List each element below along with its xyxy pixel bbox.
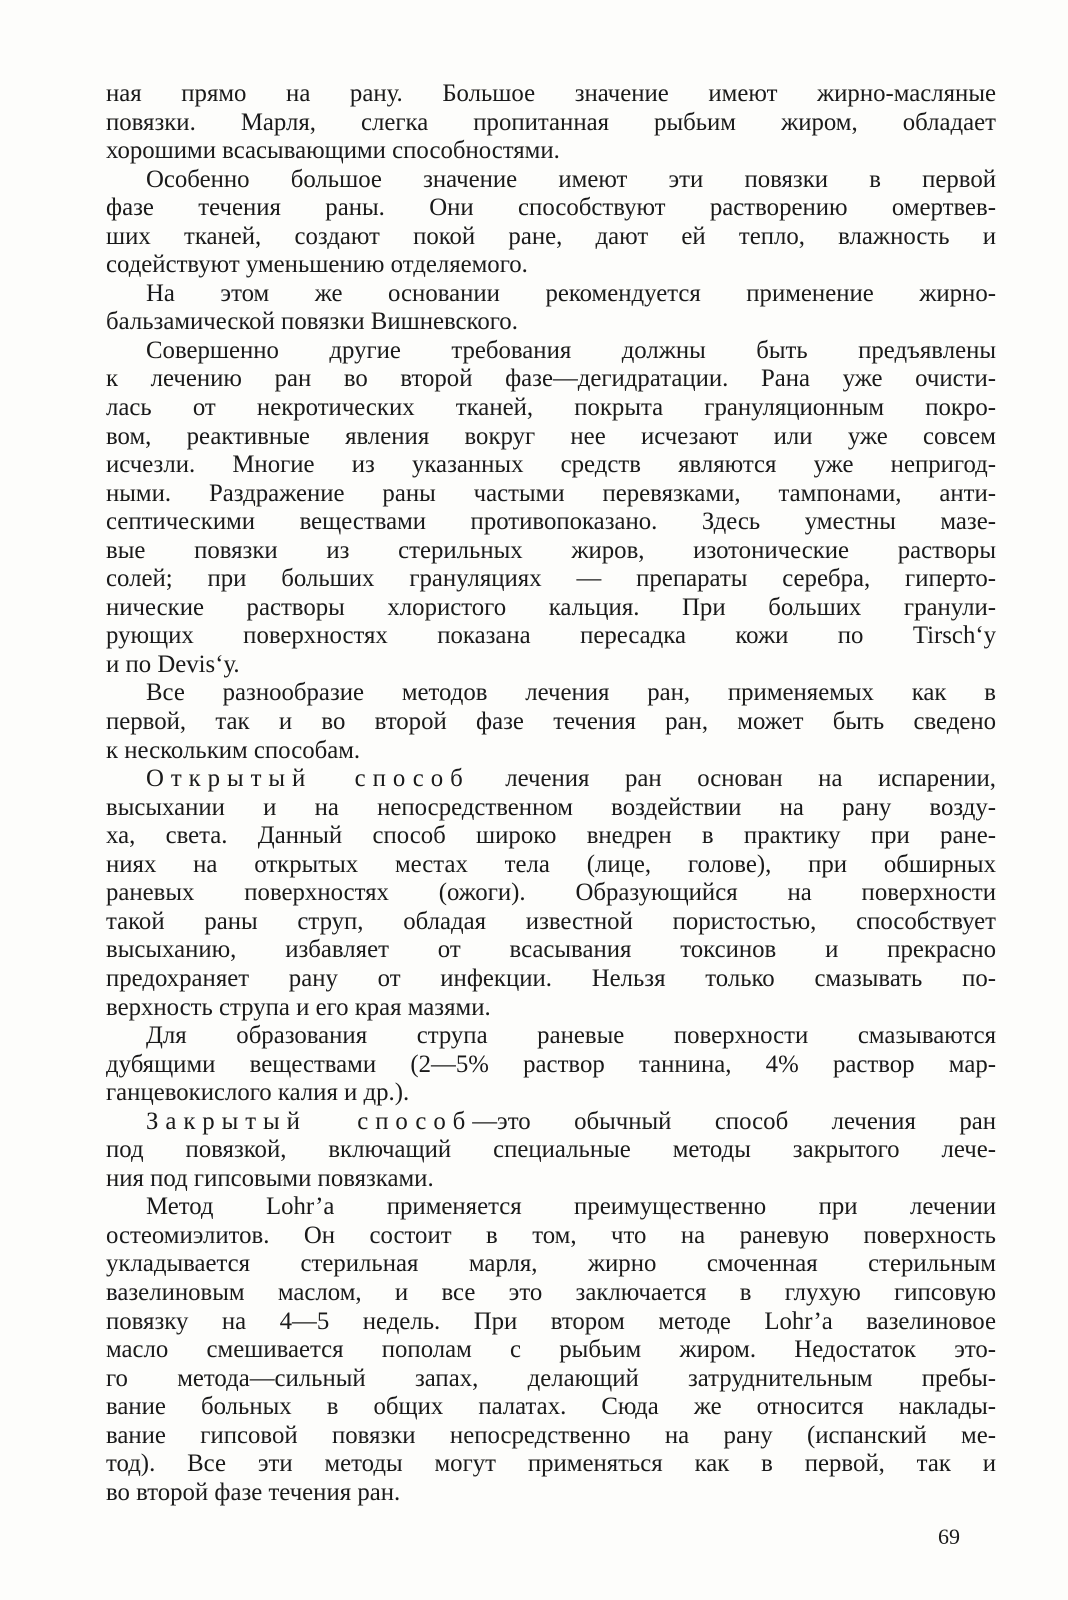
- line-text: Все разнообразие методов лечения ран, применяемых как в: [146, 679, 996, 707]
- text-line: [106, 765, 996, 794]
- line-text: повязки. Марля, слегка пропитанная рыбьим жиром, обладает: [106, 108, 996, 136]
- line-text: —это обычный способ лечения ран: [472, 1107, 996, 1135]
- line-text: Совершенно другие требования должны быть предъявлены: [146, 336, 996, 364]
- line-text: солей; при больших грануляциях — препараты серебра, гиперто-: [106, 565, 996, 593]
- text-line: [106, 166, 996, 195]
- text-line: [106, 708, 996, 737]
- line-text: высыхании и на непосредственном воздействии на рану возду-: [106, 793, 996, 821]
- line-text: лечения ран основан на испарении,: [469, 765, 996, 793]
- text-line: [106, 651, 996, 680]
- line-text: вание гипсовой повязки непосредственно на рану (испанский ме-: [106, 1421, 996, 1449]
- text-line: [106, 965, 996, 994]
- text-line: [106, 1193, 996, 1222]
- text-line: [106, 1479, 996, 1508]
- line-text: ная прямо на рану. Большое значение имеют жирно-масляные: [106, 80, 996, 107]
- line-text: бальзамической повязки Вишневского.: [106, 308, 518, 336]
- line-text: раневых поверхностях (ожоги). Образующийся на поверхности: [106, 879, 996, 907]
- text-line: [106, 280, 996, 309]
- text-line: [106, 394, 996, 423]
- text-line: [106, 936, 996, 965]
- text-body: [106, 80, 996, 1507]
- line-text: верхность струпа и его края мазями.: [106, 993, 491, 1021]
- line-text: вом, реактивные явления вокруг нее исчезают или уже совсем: [106, 422, 996, 450]
- text-line: [106, 1422, 996, 1451]
- text-line: [106, 480, 996, 509]
- text-line: [106, 223, 996, 252]
- text-line: [106, 1222, 996, 1251]
- text-line: [106, 1250, 996, 1279]
- line-text: остеомиэлитов. Он состоит в том, что на раневую поверхность: [106, 1221, 996, 1249]
- text-line: [106, 1079, 996, 1108]
- text-line: [106, 1108, 996, 1137]
- text-line: [106, 537, 996, 566]
- line-text: во второй фазе течения ран.: [106, 1478, 401, 1506]
- line-text: септическими веществами противопоказано. Здесь уместны мазе-: [106, 508, 996, 536]
- line-text: предохраняет рану от инфекции. Нельзя только смазывать по-: [106, 964, 996, 992]
- text-line: [106, 1051, 996, 1080]
- line-text: высыханию, избавляет от всасывания токсинов и прекрасно: [106, 936, 996, 964]
- line-text: ния под гипсовыми повязками.: [106, 1164, 434, 1192]
- text-line: [106, 622, 996, 651]
- text-line: [106, 137, 996, 166]
- text-line: [106, 308, 996, 337]
- line-text: укладывается стерильная марля, жирно смоченная стерильным: [106, 1250, 996, 1278]
- spaced-term: Закрытый способ: [146, 1107, 473, 1135]
- line-text: ганцевокислого калия и др.).: [106, 1079, 410, 1107]
- text-line: [106, 1308, 996, 1337]
- line-text: Для образования струпа раневые поверхности смазываются: [146, 1022, 996, 1050]
- line-text: повязку на 4—5 недель. При втором методе Lohr’a вазелиновое: [106, 1307, 996, 1335]
- text-line: [106, 908, 996, 937]
- page-number: 69: [938, 1524, 960, 1549]
- line-text: дубящими веществами (2—5% раствор таннина, 4% раствор мар-: [106, 1050, 996, 1078]
- text-line: [106, 822, 996, 851]
- line-text: вые повязки из стерильных жиров, изотонические растворы: [106, 536, 996, 564]
- line-text: к нескольким способам.: [106, 736, 361, 764]
- line-text: и по Devis‘у.: [106, 650, 240, 678]
- line-text: хорошими всасывающими способностями.: [106, 137, 560, 165]
- line-text: На этом же основании рекомендуется применение жирно-: [146, 279, 996, 307]
- line-text: рующих поверхностях показана пересадка кожи по Tirsch‘у: [106, 622, 996, 650]
- line-text: ниях на открытых местах тела (лице, голове), при обширных: [106, 850, 996, 878]
- text-line: [106, 594, 996, 623]
- text-line: [106, 1022, 996, 1051]
- text-line: [106, 994, 996, 1023]
- line-text: первой, так и во второй фазе течения ран, может быть сведено: [106, 708, 996, 736]
- line-text: ших тканей, создают покой ране, дают ей тепло, влажность и: [106, 222, 996, 250]
- text-line: [106, 365, 996, 394]
- text-line: [106, 1136, 996, 1165]
- line-text: лась от некротических тканей, покрыта грануляционным покро-: [106, 394, 996, 422]
- line-text: вание больных в общих палатах. Сюда же относится наклады-: [106, 1393, 996, 1421]
- line-text: вазелиновым маслом, и все это заключается в глухую гипсовую: [106, 1278, 996, 1306]
- text-line: [106, 337, 996, 366]
- line-text: такой раны струп, обладая известной пористостью, способствует: [106, 907, 996, 935]
- text-line: [106, 109, 996, 138]
- text-line: [106, 80, 996, 109]
- text-line: [106, 737, 996, 766]
- text-line: [106, 1450, 996, 1479]
- line-text: го метода—сильный запах, делающий затруднительным пребы-: [106, 1364, 996, 1392]
- line-text: под повязкой, включащий специальные методы закрытого лече-: [106, 1136, 996, 1164]
- text-line: [106, 1393, 996, 1422]
- line-text: исчезли. Многие из указанных средств являются уже непригод-: [106, 451, 996, 479]
- line-text: ными. Раздражение раны частыми перевязками, тампонами, анти-: [106, 479, 996, 507]
- text-line: [106, 194, 996, 223]
- line-text: Особенно большое значение имеют эти повязки в первой: [146, 165, 996, 193]
- line-text: масло смешивается пополам с рыбьим жиром. Недостаток это-: [106, 1336, 996, 1364]
- text-line: [106, 1165, 996, 1194]
- text-line: [106, 423, 996, 452]
- line-text: Метод Lohr’a применяется преимущественно при лечении: [146, 1193, 996, 1221]
- line-text: содействуют уменьшению отделяемого.: [106, 251, 528, 279]
- spaced-term: Открытый способ: [146, 765, 470, 793]
- line-text: фазе течения раны. Они способствуют растворению омертвев-: [106, 194, 996, 222]
- line-text: тод). Все эти методы могут применяться как в первой, так и: [106, 1450, 996, 1478]
- text-line: [106, 251, 996, 280]
- text-line: [106, 679, 996, 708]
- line-text: нические растворы хлористого кальция. При больших гранули-: [106, 593, 996, 621]
- text-line: [106, 851, 996, 880]
- text-line: [106, 794, 996, 823]
- text-line: [106, 565, 996, 594]
- text-line: [106, 451, 996, 480]
- text-line: [106, 1365, 996, 1394]
- line-text: ха, света. Данный способ широко внедрен в практику при ране-: [106, 822, 996, 850]
- text-line: [106, 1336, 996, 1365]
- line-text: к лечению ран во второй фазе—дегидратации. Рана уже очисти-: [106, 365, 996, 393]
- text-line: [106, 508, 996, 537]
- text-line: [106, 879, 996, 908]
- text-line: [106, 1279, 996, 1308]
